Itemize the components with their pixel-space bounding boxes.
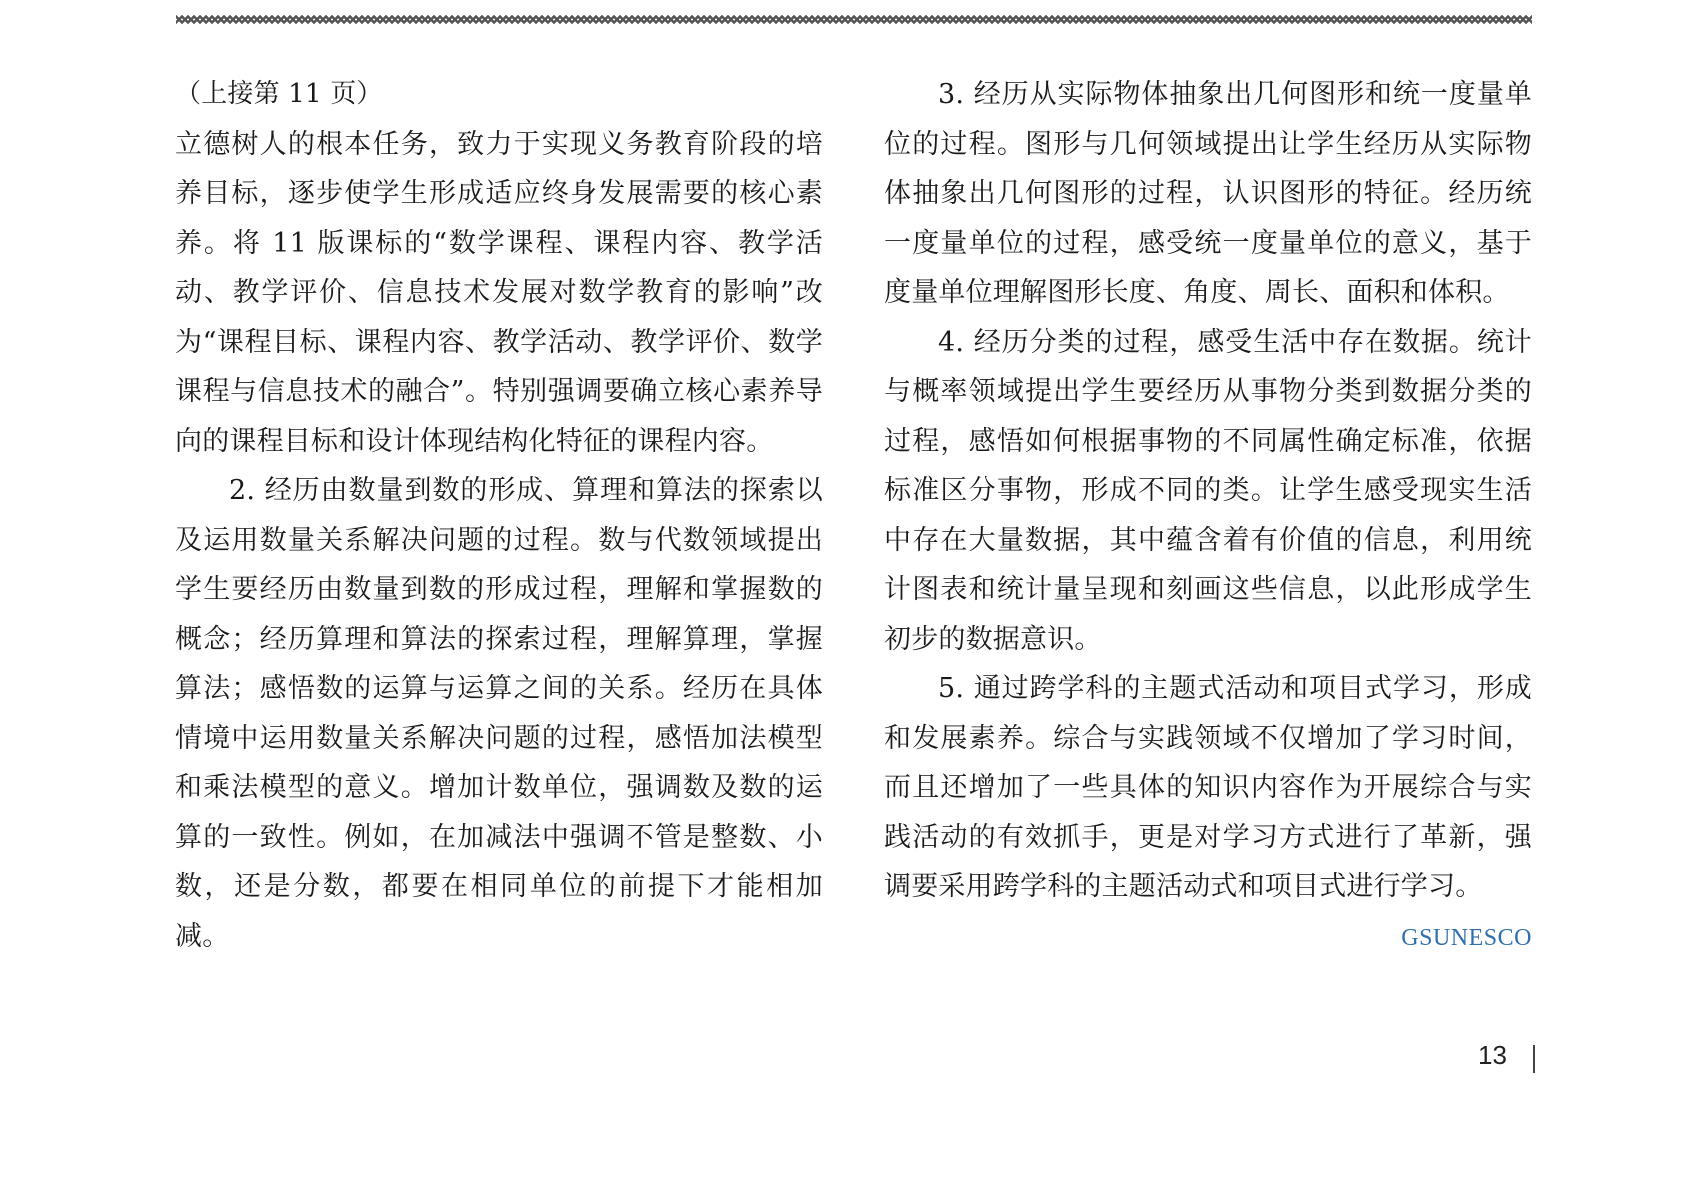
paragraph-5 (884, 664, 1532, 951)
paragraph-5-text: 5. 通过跨学科的主题式活动和项目式学习，形成和发展素养。综合与实践领域不仅增加了学习时间，而且还增加了一些具体的知识内容作为开展综合与实践活动的有效抓手，更是对学习方式进行了革新，强调要采用跨学科的主题活动式和项目式进行学习。 (884, 673, 1532, 902)
page-number: 13 (1478, 1040, 1507, 1070)
paragraph-4: 4. 经历分类的过程，感受生活中存在数据。统计与概率领域提出学生要经历从事物分类到数据分类的过程，感悟如何根据事物的不同属性确定标准，依据标准区分事物，形成不同的类。让学生感受现实生活中存在大量数据，其中蕴含着有价值的信息，利用统计图表和统计量呈现和刻画这些信息，以此形成学生初步的数据意识。 (884, 326, 1532, 655)
paragraph-2: 2. 经历由数量到数的形成、算理和算法的探索以及运用数量关系解决问题的过程。数与代数领域提出学生要经历由数量到数的形成过程，理解和掌握数的概念；经历算理和算法的探索过程，理解算理，掌握算法；感悟数的运算与运算之间的关系。经历在具体情境中运用数量关系解决问题的过程，感悟加法模型和乘法模型的意义。增加计数单位，强调数及数的运算的一致性。例如，在加减法中强调不管是整数、小数，还是分数，都要在相同单位的前提下才能相加减。 (175, 475, 823, 952)
decorative-top-border (176, 15, 1532, 24)
continued-from-note: （上接第 11 页） (175, 79, 383, 109)
right-column (884, 70, 1532, 963)
paragraph-1: 立德树人的根本任务，致力于实现义务教育阶段的培养目标，逐步使学生形成适应终身发展需要的核心素养。将 11 版课标的“数学课程、课程内容、教学活动、教学评价、信息技术发展对数学教育的影响”改为“课程目标、课程内容、教学活动、教学评价、数学课程与信息技术的融合”。特别强调要确立核心素养导向的课程目标和设计体现结构化特征的课程内容。 (175, 128, 823, 457)
page-number-divider (1533, 1045, 1535, 1073)
paragraph-3: 3. 经历从实际物体抽象出几何图形和统一度量单位的过程。图形与几何领域提出让学生经历从实际物体抽象出几何图形的过程，认识图形的特征。经历统一度量单位的过程，感受统一度量单位的意义，基于度量单位理解图形长度、角度、周长、面积和体积。 (884, 79, 1532, 308)
left-column (175, 70, 823, 961)
source-credit: GSUNESCO (1401, 924, 1532, 951)
